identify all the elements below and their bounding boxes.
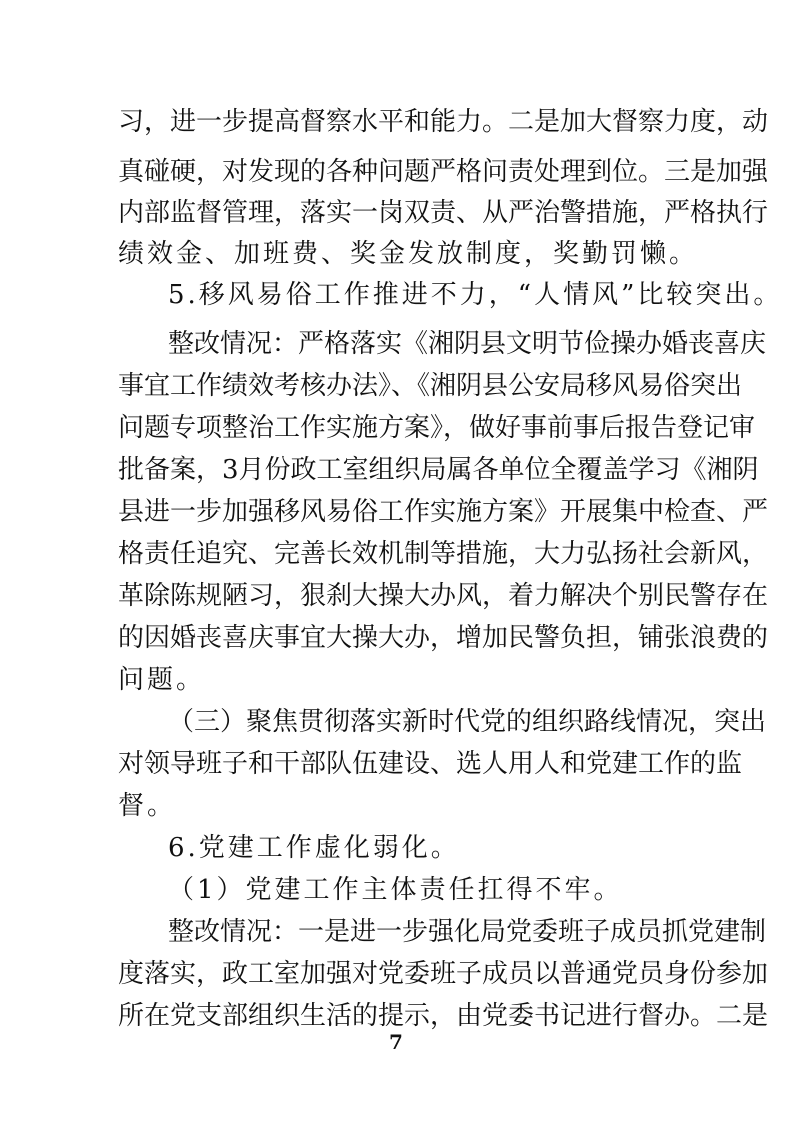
text-line: 批备案，3月份政工室组织局属各单位全覆盖学习《湘阴 <box>118 455 759 485</box>
text-line: 内部监督管理，落实一岗双责、从严治警措施，严格执行 <box>118 198 769 228</box>
text-line: 事宜工作绩效考核办法》、《湘阴县公安局移风易俗突出 <box>118 371 743 401</box>
page-number: 7 <box>389 1030 403 1054</box>
text-line: 整改情况：严格落实《湘阴县文明节俭操办婚丧喜庆 <box>168 329 767 359</box>
text-line: 的因婚丧喜庆事宜大操大办，增加民警负担，铺张浪费的 <box>118 623 769 653</box>
subsection-heading: （1）党建工作主体责任扛得不牢。 <box>168 875 623 905</box>
text-line: 整改情况：一是进一步强化局党委班子成员抓党建制 <box>168 917 767 947</box>
text-line: 革除陈规陋习，狠刹大操大办风，着力解决个别民警存在 <box>118 581 769 611</box>
text-line: 所在党支部组织生活的提示，由党委书记进行督办。二是 <box>118 1001 769 1031</box>
text-line: 问题。 <box>118 665 206 695</box>
text-line: 对领导班子和干部队伍建设、选人用人和党建工作的监 <box>118 749 743 779</box>
text-line: 习，进一步提高督察水平和能力。二是加大督察力度，动 <box>118 107 769 137</box>
text-line: 督。 <box>118 791 177 821</box>
section-heading: 5.移风易俗工作推进不力，“人情风”比较突出。 <box>168 280 783 310</box>
text-line: 格责任追究、完善长效机制等措施，大力弘扬社会新风， <box>118 539 769 569</box>
text-line: 度落实，政工室加强对党委班子成员以普通党员身份参加 <box>118 959 769 989</box>
text-line: 绩效金、加班费、奖金发放制度，奖勤罚懒。 <box>118 239 699 269</box>
text-line: 问题专项整治工作实施方案》，做好事前事后报告登记审 <box>118 413 756 443</box>
section-heading: （三）聚焦贯彻落实新时代党的组织路线情况，突出 <box>168 707 767 737</box>
text-line: 真碰硬，对发现的各种问题严格问责处理到位。三是加强 <box>118 157 769 187</box>
section-heading: 6.党建工作虚化弱化。 <box>168 833 460 863</box>
text-line: 县进一步加强移风易俗工作实施方案》开展集中检查、严 <box>118 497 769 527</box>
